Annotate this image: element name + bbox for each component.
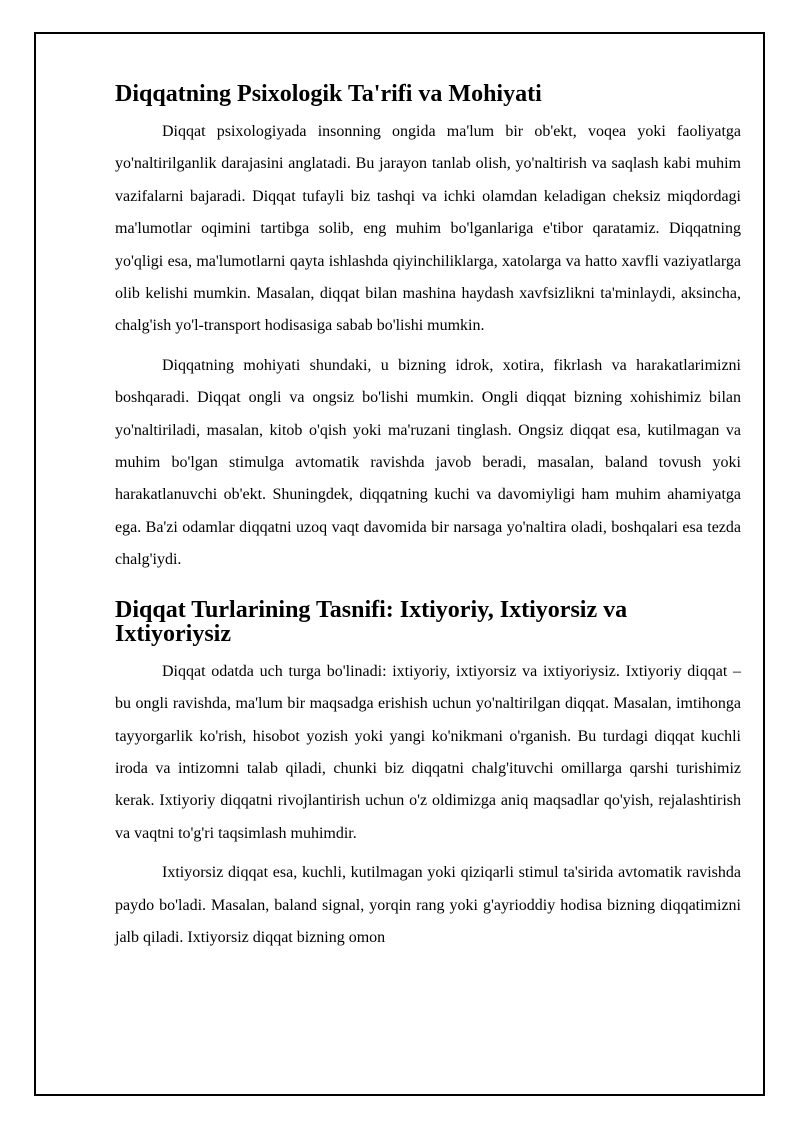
- section-heading-definition: Diqqatning Psixologik Ta'rifi va Mohiyati: [115, 81, 542, 107]
- paragraph-classification-2: Ixtiyorsiz diqqat esa, kuchli, kutilmagan yoki qiziqarli stimul ta'sirida avtomatik ravishda paydo bo'ladi. Masalan, baland signal, yorqin rang yoki g'ayrioddiy hodisa bizning diqqatimizni jalb qiladi. Ixtiyorsiz diqqat bizning omon: [115, 864, 741, 946]
- section-heading-classification: Diqqat Turlarining Tasnifi: Ixtiyoriy, Ixtiyorsiz va Ixtiyoriysiz: [115, 596, 628, 647]
- paragraph-classification-1: Diqqat odatda uch turga bo'linadi: ixtiyoriy, ixtiyorsiz va ixtiyoriysiz. Ixtiyoriy diqqat – bu ongli ravishda, ma'lum bir maqsadga erishish uchun yo'naltirilgan diqqat. Masalan, imtihonga tayyorgarlik ko'rish, hisobot yozish yoki yangi ko'nikmani o'rganish. Bu turdagi diqqat kuchli iroda va intizomni talab qiladi, chunki biz diqqatni chalg'ituvchi omillarga qarshi turishimiz kerak. Ixtiyoriy diqqatni rivojlantirish uchun o'z oldimizga aniq maqsadlar qo'yish, rejalashtirish va vaqtni to'g'ri taqsimlash muhimdir.: [115, 662, 741, 842]
- paragraph-definition-2: Diqqatning mohiyati shundaki, u bizning idrok, xotira, fikrlash va harakatlarimizni boshqaradi. Diqqat ongli va ongsiz bo'lishi mumkin. Ongli diqqat bizning xohishimiz bilan yo'naltiriladi, masalan, kitob o'qish yoki ma'ruzani tinglash. Ongsiz diqqat esa, kutilmagan va muhim bo'lgan stimulga avtomatik ravishda javob beradi, masalan, baland tovush yoki harakatlanuvchi ob'ekt. Shuningdek, diqqatning kuchi va davomiyligi ham muhim ahamiyatga ega. Ba'zi odamlar diqqatni uzoq vaqt davomida bir narsaga yo'naltira oladi, boshqalari esa tezda chalg'iydi.: [115, 356, 741, 569]
- paragraph-definition-1: Diqqat psixologiyada insonning ongida ma'lum bir ob'ekt, voqea yoki faoliyatga yo'naltirilganlik darajasini anglatadi. Bu jarayon tanlab olish, yo'naltirish va saqlash kabi muhim vazifalarni bajaradi. Diqqat tufayli biz tashqi va ichki olamdan keladigan cheksiz miqdordagi ma'lumotlar oqimini tartibga solib, eng muhim bo'lganlariga e'tibor qaratamiz. Diqqatning yo'qligi esa, ma'lumotlarni qayta ishlashda qiyinchiliklarga, xatolarga va hatto xavfli vaziyatlarga olib kelishi mumkin. Masalan, diqqat bilan mashina haydash xavfsizlikni ta'minlaydi, aksincha, chalg'ish yo'l-transport hodisasiga sabab bo'lishi mumkin.: [115, 123, 741, 335]
- document-content: [115, 82, 741, 961]
